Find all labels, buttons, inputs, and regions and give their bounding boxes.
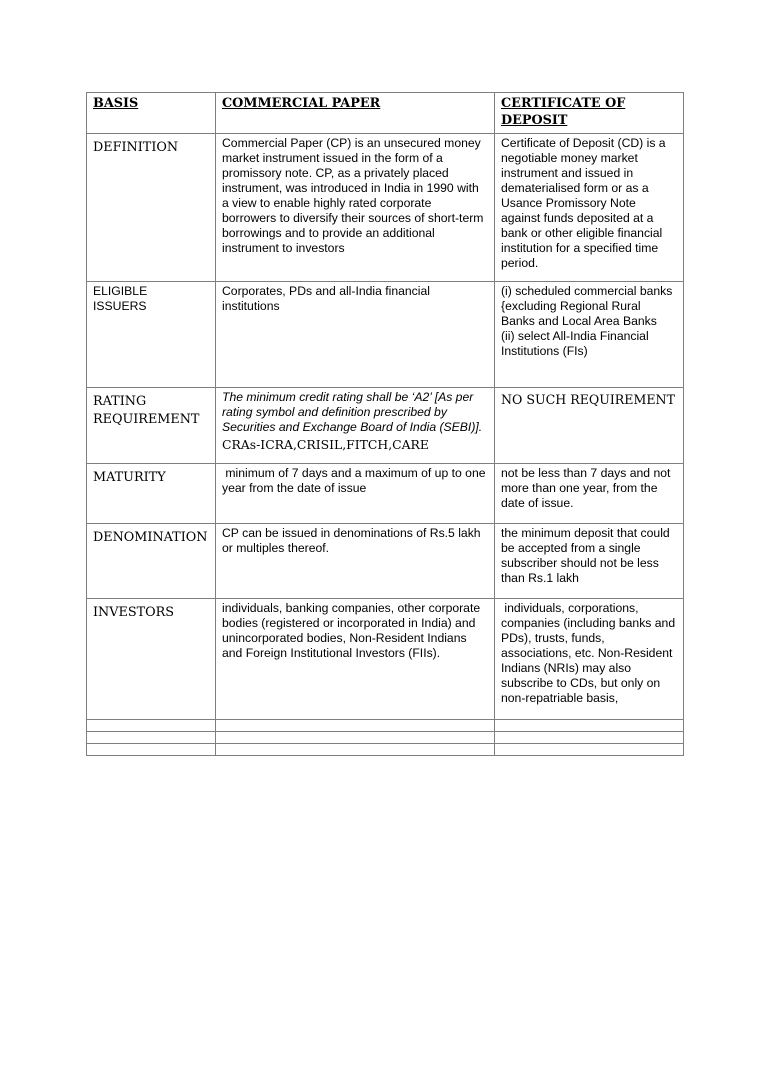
- empty-row: [87, 720, 684, 732]
- cd-eligible-issuers-item-1: (i) scheduled commercial banks {excluding Regional Rural Banks and Local Area Banks: [501, 284, 673, 328]
- row-label-investors: INVESTORS: [93, 605, 175, 620]
- table-row: [87, 282, 684, 388]
- header-cp-cell: [216, 93, 495, 134]
- row-label-cell: [87, 599, 216, 720]
- cp-rating-cell: [216, 388, 495, 464]
- row-label-rating: RATING: [93, 394, 147, 409]
- header-basis-cell: [87, 93, 216, 134]
- cp-investors: individuals, banking companies, other corporate bodies (registered or incorporated in India) and unincorporated bodies, Non-Resident Indians and Foreign Institutional Investors (FIIs).: [216, 599, 495, 720]
- cp-rating-requirement: The minimum credit rating shall be ‘A2’ [As per rating symbol and definition prescribed by Securities and Exchange Board of India (SEBI)].: [222, 390, 483, 434]
- cd-rating-requirement: NO SUCH REQUIREMENT: [501, 392, 675, 407]
- empty-row: [87, 732, 684, 744]
- cp-eligible-issuers: Corporates, PDs and all-India financial institutions: [216, 282, 495, 388]
- header-certificate-of-deposit-line2: DEPOSIT: [501, 113, 568, 128]
- row-label-definition: DEFINITION: [93, 140, 179, 155]
- row-label-maturity: MATURITY: [93, 470, 166, 485]
- empty-row: [87, 744, 684, 756]
- table-row: [87, 388, 684, 464]
- row-label-denomination: DENOMINATION: [93, 530, 208, 545]
- cd-definition: Certificate of Deposit (CD) is a negotiable money market instrument and issued in dematerialised form or as a Usance Promissory Note against funds deposited at a bank or other eligible financial institution for a specified time period.: [495, 134, 684, 282]
- row-label-cell: [87, 524, 216, 599]
- cd-maturity: not be less than 7 days and not more than one year, from the date of issue.: [495, 464, 684, 524]
- cp-denomination: CP can be issued in denominations of Rs.5 lakh or multiples thereof.: [216, 524, 495, 599]
- cd-investors: individuals, corporations, companies (including banks and PDs), trusts, funds, associations, etc. Non-Resident Indians (NRIs) may also subscribe to CDs, but only on non-repatriable basis,: [495, 599, 684, 720]
- cd-eligible-issuers-item-2: (ii) select All-India Financial Institutions (FIs): [501, 329, 649, 358]
- table-row: [87, 464, 684, 524]
- row-label-issuers: ISSUERS: [93, 299, 147, 313]
- row-label-cell: [87, 282, 216, 388]
- row-label-cell: [87, 464, 216, 524]
- header-basis: BASIS: [93, 96, 139, 111]
- table-row: [87, 599, 684, 720]
- cp-maturity: minimum of 7 days and a maximum of up to one year from the date of issue: [216, 464, 495, 524]
- table-row: [87, 524, 684, 599]
- row-label-cell: [87, 134, 216, 282]
- header-cd-cell: [495, 93, 684, 134]
- cp-definition: Commercial Paper (CP) is an unsecured money market instrument issued in the form of a promissory note. CP, as a privately placed instrument, was introduced in India in 1990 with a view to enable highly rated corporate borrowers to diversify their sources of short-term borrowings and to provide an additional instrument to investors: [216, 134, 495, 282]
- cd-rating-cell: [495, 388, 684, 464]
- row-label-eligible: ELIGIBLE: [93, 284, 148, 298]
- header-certificate-of-deposit-line1: CERTIFICATE OF: [501, 96, 626, 111]
- table-header-row: [87, 93, 684, 134]
- cd-denomination: the minimum deposit that could be accepted from a single subscriber should not be less than Rs.1 lakh: [495, 524, 684, 599]
- cd-eligible-issuers-cell: [495, 282, 684, 388]
- header-commercial-paper: COMMERCIAL PAPER: [222, 96, 381, 111]
- row-label-requirement: REQUIREMENT: [93, 412, 200, 427]
- cp-rating-agencies: CRAs-ICRA,CRISIL,FITCH,CARE: [222, 437, 429, 452]
- comparison-table: [86, 92, 684, 756]
- row-label-cell: [87, 388, 216, 464]
- table-row: [87, 134, 684, 282]
